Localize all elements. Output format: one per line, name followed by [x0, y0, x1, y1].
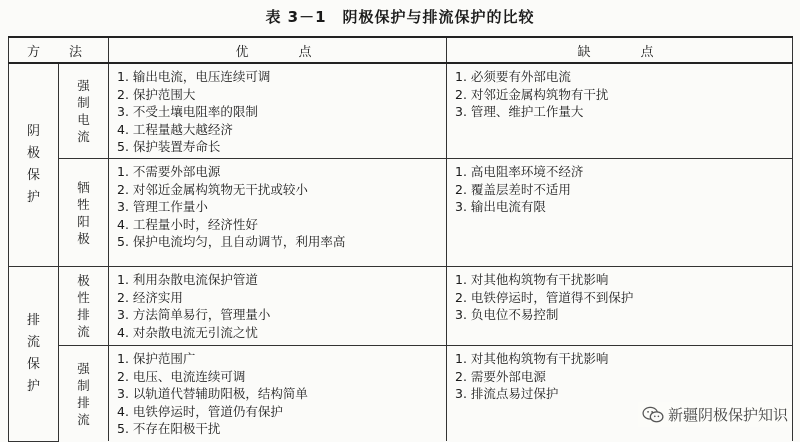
list-item: 1. 对其他构筑物有干扰影响	[455, 272, 609, 287]
list-item: 1. 必须要有外部电流	[455, 69, 571, 84]
pros-cell	[109, 159, 447, 267]
method-cell	[59, 267, 109, 346]
category-label: 排流保护	[27, 312, 41, 394]
list-item: 3. 方法简单易行，管理量小	[117, 307, 271, 322]
cons-cell	[447, 267, 793, 346]
watermark	[638, 402, 792, 427]
comparison-table	[8, 36, 793, 442]
list-item: 2. 保护范围大	[117, 86, 196, 102]
list-item: 2. 覆盖层差时不适用	[455, 181, 571, 197]
header-cons: 缺 点	[447, 37, 793, 63]
list-item: 1. 不需要外部电源	[117, 164, 221, 179]
list-item: 5. 保护电流均匀，且自动调节，利用率高	[117, 234, 346, 249]
list-item: 3. 以轨道代替辅助阳极，结构简单	[117, 386, 308, 401]
list-item: 1. 输出电流，电压连续可调	[117, 69, 271, 84]
header-method: 方 法	[9, 37, 109, 63]
table-row	[9, 267, 793, 346]
list-item: 1. 保护范围广	[117, 351, 196, 366]
list-item: 3. 不受土壤电阻率的限制	[117, 104, 258, 119]
table-row	[9, 159, 793, 267]
list-item: 3. 管理工作量小	[117, 199, 208, 214]
method-cell	[59, 159, 109, 267]
pros-cell	[109, 267, 447, 346]
list-item: 2. 需要外部电源	[455, 368, 546, 384]
header-pros: 优 点	[109, 37, 447, 63]
list-item: 2. 对邻近金属构筑物有干扰	[455, 86, 609, 102]
category-cell	[9, 63, 59, 267]
cons-cell	[447, 63, 793, 159]
list-item: 2. 电压、电流连续可调	[117, 368, 246, 384]
list-item: 2. 对邻近金属构筑物无干扰或较小	[117, 181, 308, 197]
list-item: 2. 电铁停运时，管道得不到保护	[455, 289, 634, 305]
list-item: 1. 利用杂散电流保护管道	[117, 272, 258, 287]
method-cell	[59, 63, 109, 159]
method-label: 极性排流	[77, 273, 90, 339]
list-item: 5. 不存在阳极干扰	[117, 421, 221, 436]
list-item: 1. 高电阻率环境不经济	[455, 164, 584, 179]
cons-cell	[447, 159, 793, 267]
list-item: 2. 经济实用	[117, 289, 183, 305]
table-row	[9, 63, 793, 159]
list-item: 3. 输出电流有限	[455, 199, 546, 214]
method-label: 强制排流	[77, 360, 90, 427]
method-label: 强制电流	[77, 78, 90, 144]
list-item: 1. 对其他构筑物有干扰影响	[455, 351, 609, 366]
wechat-icon	[642, 406, 664, 424]
method-cell	[59, 346, 109, 442]
list-item: 4. 电铁停运时，管道仍有保护	[117, 403, 283, 419]
table-caption: 表 3－1 阴极保护与排流保护的比较	[265, 8, 535, 26]
list-item: 4. 对杂散电流无引流之忧	[117, 324, 258, 340]
list-item: 4. 工程量小时，经济性好	[117, 216, 258, 232]
category-label: 阴极保护	[27, 124, 41, 205]
pros-cell	[109, 63, 447, 159]
method-label: 牺牲阳极	[77, 179, 90, 246]
list-item: 5. 保护装置寿命长	[117, 139, 221, 154]
watermark-text: 新疆阴极保护知识	[667, 406, 788, 424]
category-cell	[9, 267, 59, 442]
pros-cell	[109, 346, 447, 442]
list-item: 3. 管理、维护工作量大	[455, 104, 584, 119]
header-row	[9, 37, 793, 63]
list-item: 3. 排流点易过保护	[455, 386, 559, 401]
list-item: 3. 负电位不易控制	[455, 307, 559, 322]
list-item: 4. 工程量越大越经济	[117, 121, 233, 137]
